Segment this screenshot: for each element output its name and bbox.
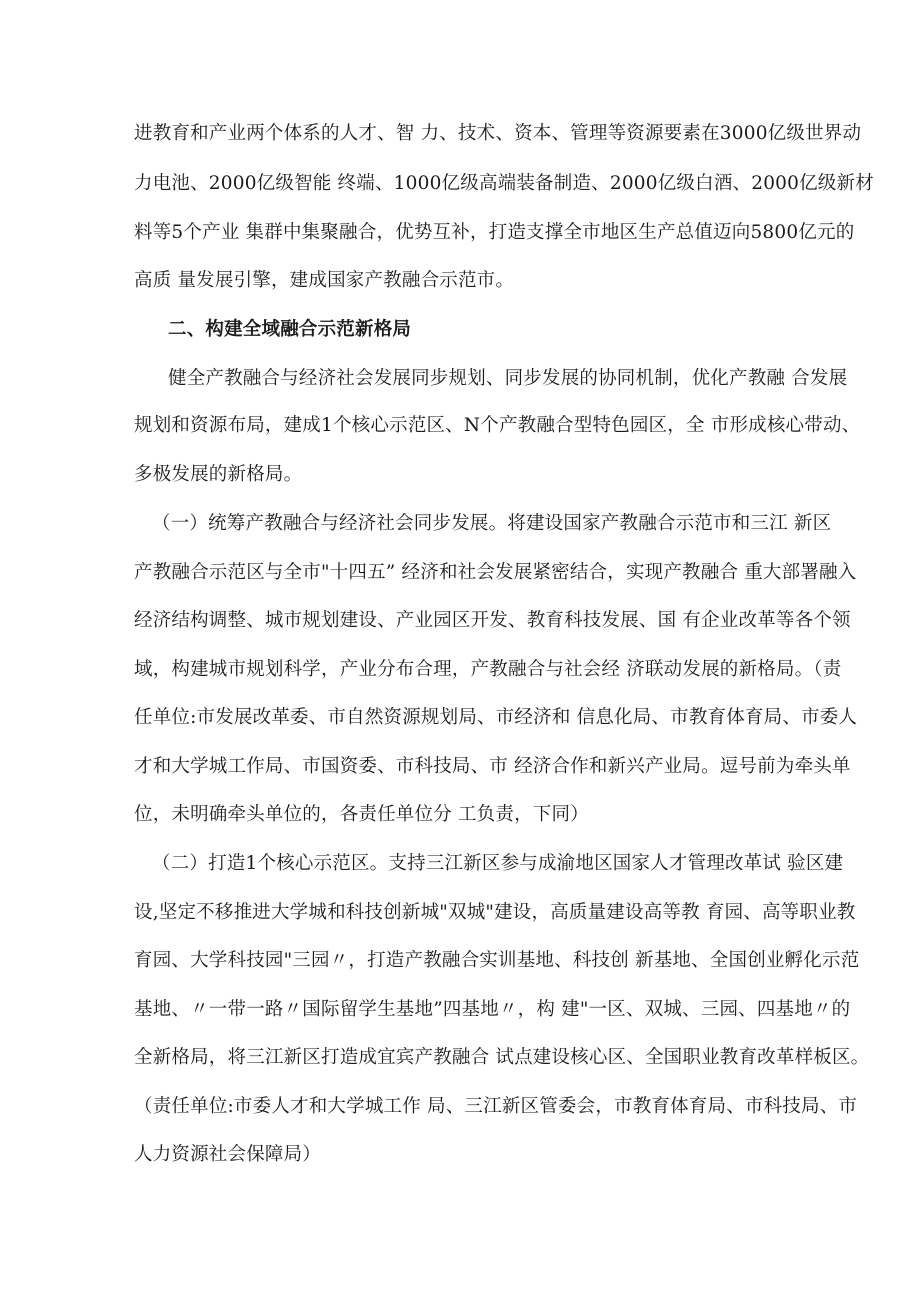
paragraph-line: 域，构建城市规划科学，产业分布合理，产教融合与社会经 济联动发展的新格局。（责 <box>134 659 842 680</box>
paragraph-line: 育园、大学科技园"三园〃，打造产教融合实训基地、科技创 新基地、全国创业孵化示范 <box>134 950 860 971</box>
paragraph-line: 基地、〃一带一路〃国际留学生基地”四基地〃，构 建"一区、双城、三园、四基地〃的 <box>134 999 851 1020</box>
paragraph-line: （责任单位:市委人才和大学城工作 局、三江新区管委会，市教育体育局、市科技局、市 <box>134 1096 858 1117</box>
paragraph-line: 经济结构调整、城市规划建设、产业园区开发、教育科技发展、国 有企业改革等各个领 <box>134 610 851 631</box>
paragraph-line: 规划和资源布局，建成1个核心示范区、N个产教融合型特色园区，全 市形成核心带动、 <box>134 415 861 436</box>
paragraph-line: 产教融合示范区与全市"十四五” 经济和社会发展紧密结合，实现产教融合 重大部署融入 <box>134 562 857 583</box>
paragraph-line: 设,坚定不移推进大学城和科技创新城"双城"建设，高质量建设高等教 育园、高等职业教 <box>134 902 856 923</box>
paragraph-line: 高质 量发展引擎，建成国家产教融合示范市。 <box>134 270 515 291</box>
paragraph-line: 人力资源社会保障局） <box>134 1144 322 1165</box>
paragraph-line: 多极发展的新格局。 <box>134 464 303 485</box>
paragraph-line: 健全产教融合与经济社会发展同步规划、同步发展的协同机制，优化产教融 合发展 <box>168 368 848 389</box>
paragraph-line: 进教育和产业两个体系的人才、智 力、技术、资本、管理等资源要素在3000亿级世界动 <box>134 123 862 144</box>
paragraph-line: 全新格局，将三江新区打造成宜宾产教融合 试点建设核心区、全国职业教育改革样板区。 <box>134 1047 870 1068</box>
paragraph-line: 力电池、2000亿级智能 终端、1000亿级高端装备制造、2000亿级白酒、2000亿级新材 <box>134 173 874 194</box>
paragraph-line: 才和大学城工作局、市国资委、市科技局、市 经济合作和新兴产业局。逗号前为牵头单 <box>134 756 851 777</box>
paragraph-line: 位，未明确牵头单位的，各责任单位分 工负责，下同） <box>134 804 589 825</box>
paragraph-line: 料等5个产业 集群中集聚融合，优势互补，打造支撑全市地区生产总值迈向5800亿元的 <box>134 222 855 243</box>
paragraph-line: 任单位:市发展改革委、市自然资源规划局、市经济和 信息化局、市教育体育局、市委人 <box>134 707 858 728</box>
paragraph-line: （二）打造1个核心示范区。支持三江新区参与成渝地区国家人才管理改革试 验区建 <box>152 853 844 874</box>
section-heading: 二、构建全域融合示范新格局 <box>168 319 412 340</box>
paragraph-line: （一）统筹产教融合与经济社会同步发展。将建设国家产教融合示范市和三江 新区 <box>152 513 832 534</box>
